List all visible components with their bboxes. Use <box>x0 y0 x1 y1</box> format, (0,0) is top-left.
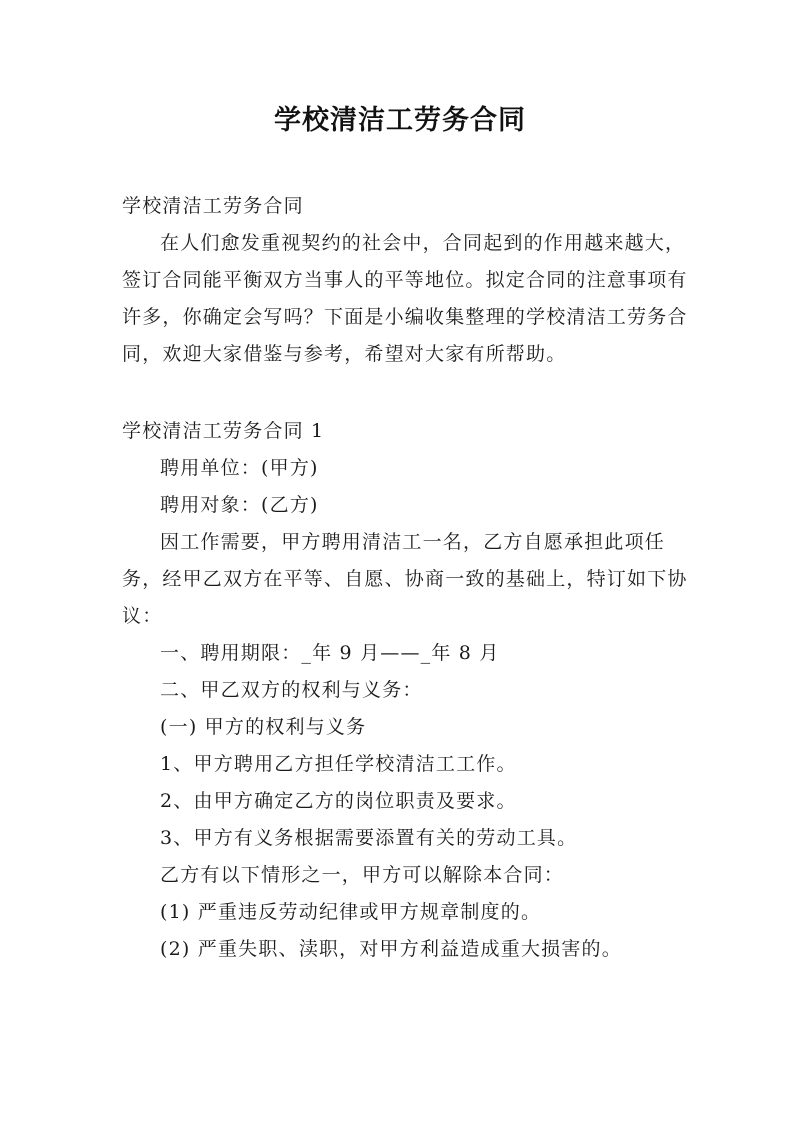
document-body <box>122 188 688 968</box>
party-a-rights-heading: (一) 甲方的权利与义务 <box>160 716 367 738</box>
document-title: 学校清洁工劳务合同 <box>274 105 526 136</box>
document-subtitle: 学校清洁工劳务合同 <box>122 195 304 217</box>
party-a-line: 聘用单位：(甲方) <box>160 457 319 479</box>
termination-condition-2: (2) 严重失职、渎职，对甲方利益造成重大损害的。 <box>160 938 622 960</box>
rights-heading: 二、甲乙双方的权利与义务： <box>160 679 423 701</box>
termination-intro: 乙方有以下情形之一，甲方可以解除本合同： <box>160 864 565 886</box>
section-heading: 学校清洁工劳务合同 1 <box>122 420 325 442</box>
clause-item-2: 2、由甲方确定乙方的岗位职责及要求。 <box>160 790 517 812</box>
clause-item-3: 3、甲方有义务根据需要添置有关的劳动工具。 <box>160 827 578 849</box>
termination-condition-1: (1) 严重违反劳动纪律或甲方规章制度的。 <box>160 901 542 923</box>
intro-paragraph: 在人们愈发重视契约的社会中，合同起到的作用越来越大，签订合同能平衡双方当事人的平等地位。拟定合同的注意事项有许多，你确定会写吗？下面是小编收集整理的学校清洁工劳务合同，欢迎大家借鉴与参考，希望对大家有所帮助。 <box>122 232 688 365</box>
party-b-line: 聘用对象：(乙方) <box>160 494 319 516</box>
clause-item-1: 1、甲方聘用乙方担任学校清洁工工作。 <box>160 753 517 775</box>
term-clause: 一、聘用期限：_年 9 月——_年 8 月 <box>160 642 500 664</box>
purpose-paragraph: 因工作需要，甲方聘用清洁工一名，乙方自愿承担此项任务，经甲乙双方在平等、自愿、协商一致的基础上，特订如下协议： <box>122 531 688 627</box>
